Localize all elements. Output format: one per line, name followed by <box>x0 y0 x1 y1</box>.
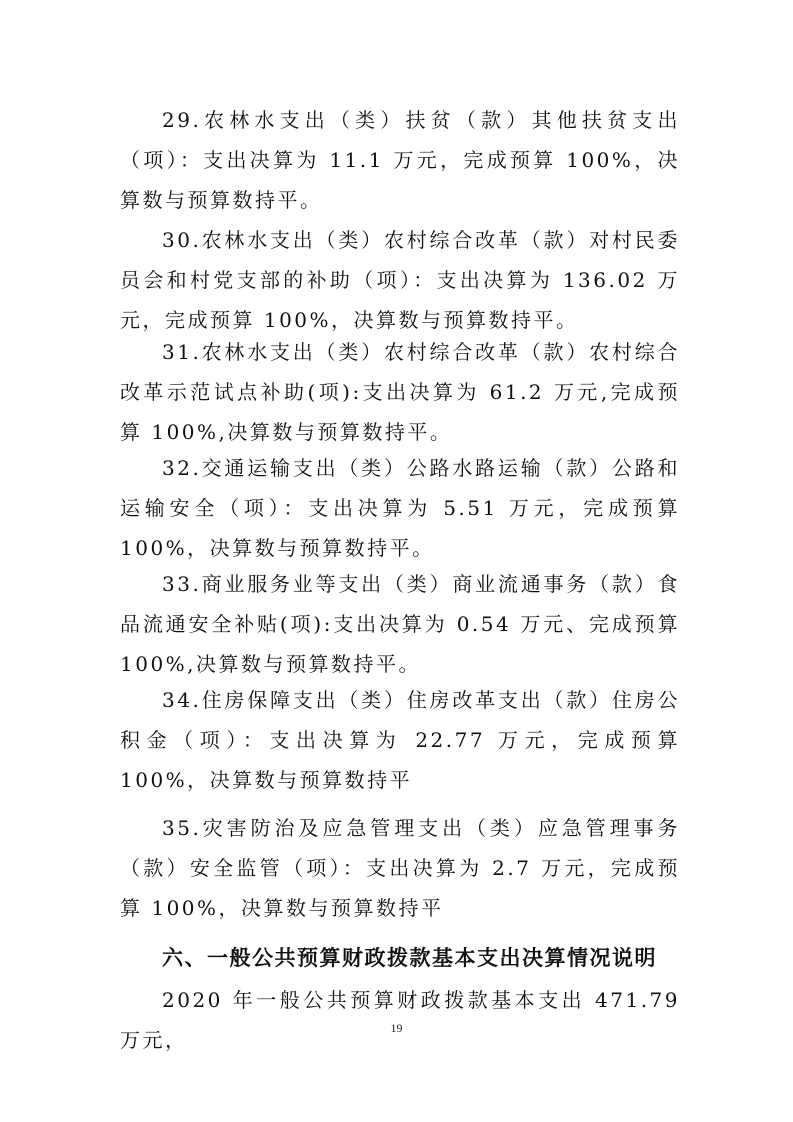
paragraph-item-31: 31.农林水支出（类）农村综合改革（款）农村综合改革示范试点补助(项):支出决算为 61.2 万元,完成预算 100%,决算数与预算数持平。 <box>120 340 680 444</box>
paragraph-item-29: 29.农林水支出（类）扶贫（款）其他扶贫支出（项）：支出决算为 11.1 万元，完成预算 100%，决算数与预算数持平。 <box>120 108 680 212</box>
paragraph-item-33: 33.商业服务业等支出（类）商业流通事务（款）食品流通安全补贴(项):支出决算为 0.54 万元、完成预算 100%,决算数与预算数持平。 <box>120 572 680 676</box>
paragraph-item-30: 30.农林水支出（类）农村综合改革（款）对村民委员会和村党支部的补助（项）：支出决算为 136.02 万元，完成预算 100%，决算数与预算数持平。 <box>120 228 680 332</box>
paragraph-item-35: 35.灾害防治及应急管理支出（类）应急管理事务（款）安全监管（项）：支出决算为 2.7 万元，完成预算 100%，决算数与预算数持平 <box>120 816 680 920</box>
paragraph-item-34: 34.住房保障支出（类）住房改革支出（款）住房公积金（项）：支出决算为 22.77 万元，完成预算 100%，决算数与预算数持平 <box>120 688 680 792</box>
section-heading: 六、一般公共预算财政拨款基本支出决算情况说明 <box>162 946 657 970</box>
summary-paragraph: 2020 年一般公共预算财政拨款基本支出 471.79 万元， <box>120 988 680 1052</box>
paragraph-item-32: 32.交通运输支出（类）公路水路运输（款）公路和运输安全（项）：支出决算为 5.51 万元，完成预算 100%，决算数与预算数持平。 <box>120 456 680 560</box>
page-number: 19 <box>390 1021 403 1035</box>
